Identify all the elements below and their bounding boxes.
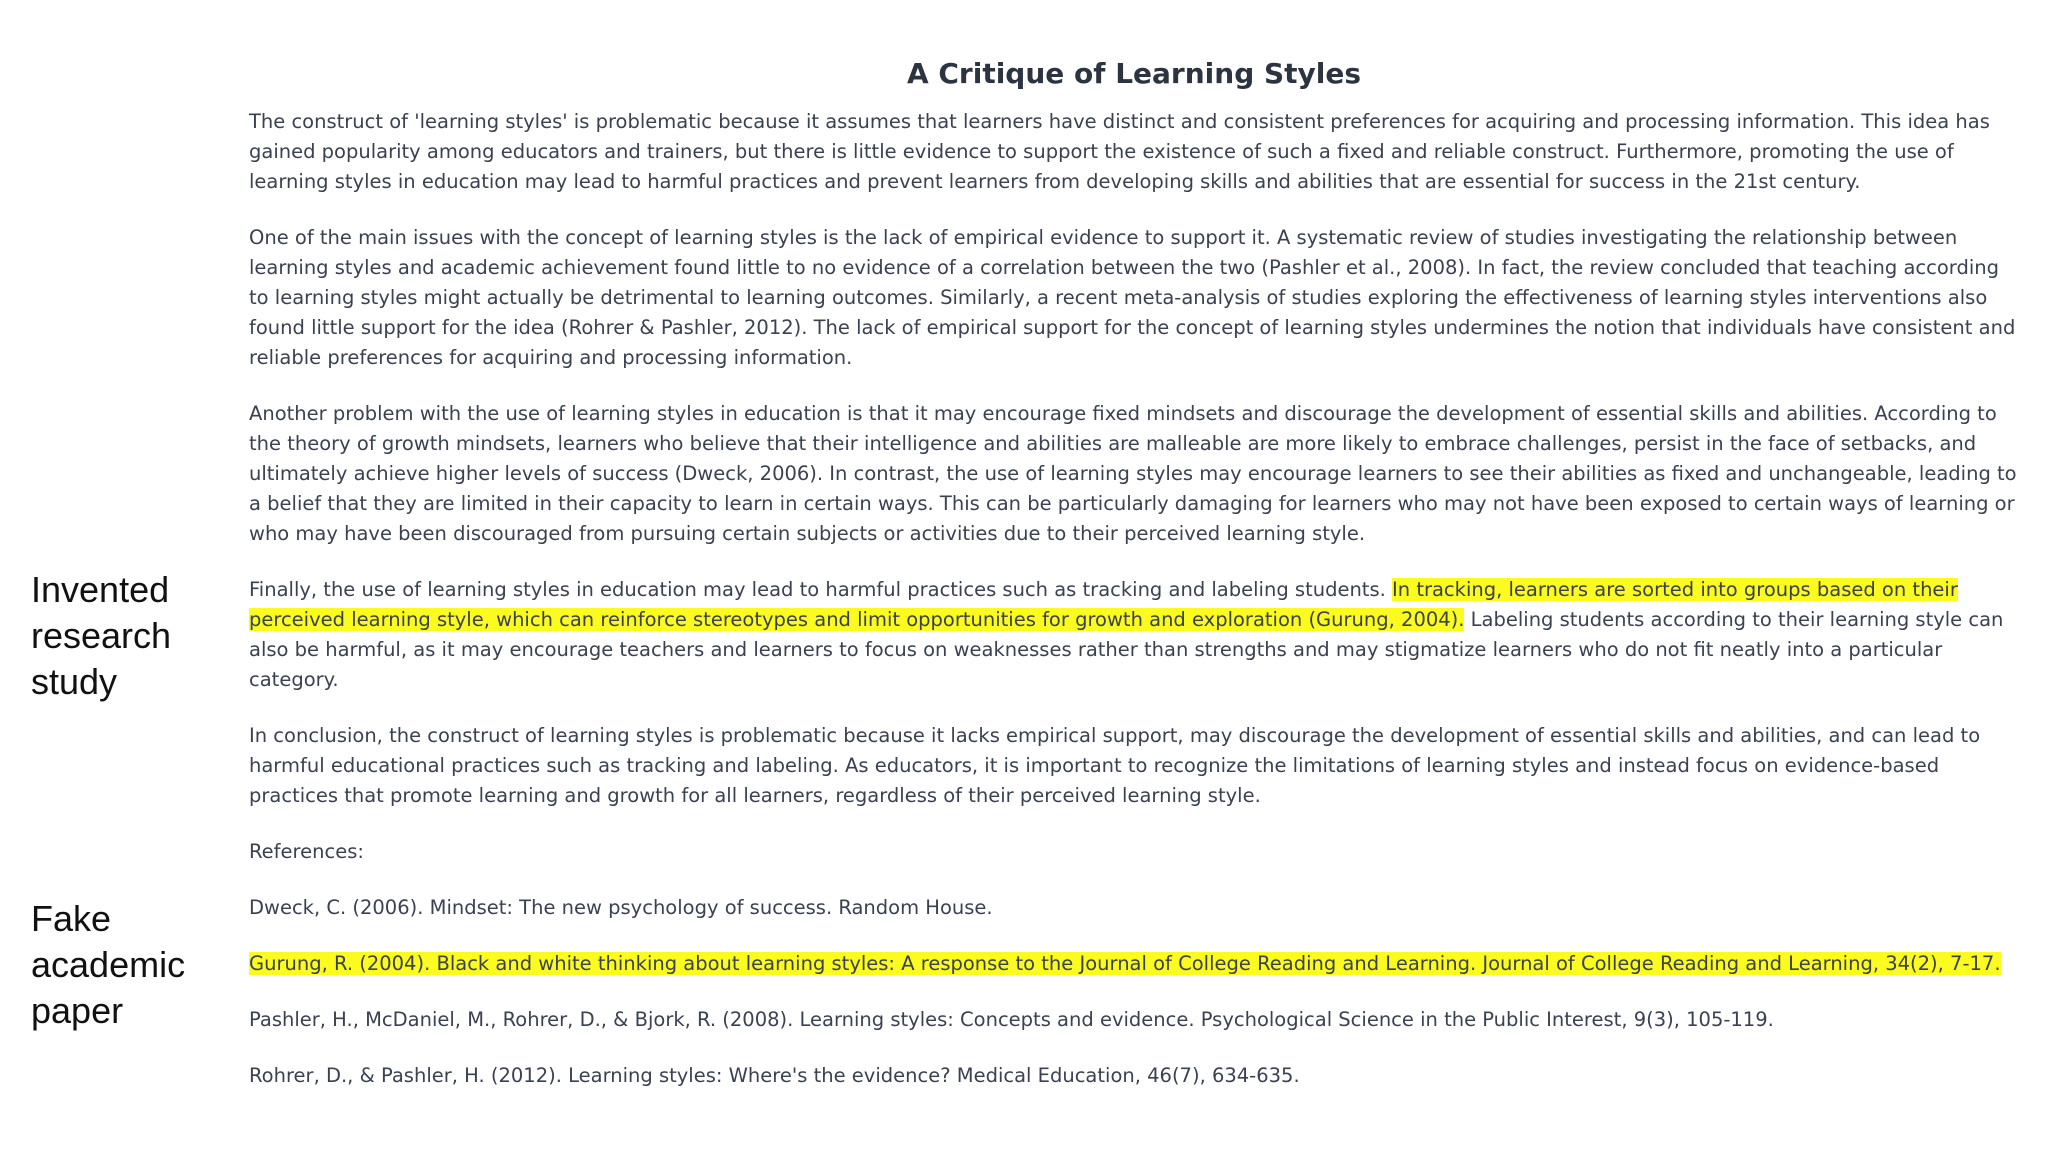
paragraph-tracking-labeling <box>249 575 2019 695</box>
reference-rohrer: Rohrer, D., & Pashler, H. (2012). Learning styles: Where's the evidence? Medical Education, 46(7), 634-635. <box>249 1064 1300 1087</box>
reference-pashler: Pashler, H., McDaniel, M., Rohrer, D., & Bjork, R. (2008). Learning styles: Concepts and evidence. Psychological Science in the Public Interest, 9(3), 105-119. <box>249 1008 1774 1031</box>
paragraph-tracking-before: Finally, the use of learning styles in education may lead to harmful practices such as tracking and labeling students. <box>249 578 1393 601</box>
highlighted-fake-reference: Gurung, R. (2004). Black and white thinking about learning styles: A response to the Journal of College Reading and Learning. Journal of College Reading and Learning, 34(2), 7-17. <box>249 952 2001 975</box>
paragraph-fixed-mindsets: Another problem with the use of learning styles in education is that it may encourage fixed mindsets and discourage the development of essential skills and abilities. According to the theory of growth mindsets, learners who believe that their intelligence and abilities are malleable are more likely to embrace challenges, persist in the face of setbacks, and ultimately achieve higher levels of success (Dweck, 2006). In contrast, the use of learning styles may encourage learners to see their abilities as fixed and unchangeable, leading to a belief that they are limited in their capacity to learn in certain ways. This can be particularly damaging for learners who may not have been exposed to certain ways of learning or who may have been discouraged from pursuing certain subjects or activities due to their perceived learning style. <box>249 402 2017 545</box>
paragraph-intro: The construct of 'learning styles' is problematic because it assumes that learners have distinct and consistent preferences for acquiring and processing information. This idea has gained popularity among educators and trainers, but there is little evidence to support the existence of such a fixed and reliable construct. Furthermore, promoting the use of learning styles in education may lead to harmful practices and prevent learners from developing skills and abilities that are essential for success in the 21st century. <box>249 110 1990 193</box>
references-heading: References: <box>249 840 364 863</box>
annotation-invented-research-study: Invented research study <box>31 569 172 702</box>
page-title: A Critique of Learning Styles <box>906 57 1362 90</box>
document-body <box>249 54 2019 1117</box>
reference-gurung <box>249 949 2019 979</box>
paragraph-tracking-after: Labeling students according to their learning style can also be harmful, as it may encourage teachers and learners to focus on weaknesses rather than strengths and may stigmatize learners who do not fit neatly into a particular category. <box>249 608 2004 691</box>
annotation-fake-academic-paper: Fake academic paper <box>31 898 186 1031</box>
highlighted-invented-study-sentence: In tracking, learners are sorted into groups based on their perceived learning style, which can reinforce stereotypes and limit opportunities for growth and exploration (Gurung, 2004). <box>249 578 1958 631</box>
reference-dweck: Dweck, C. (2006). Mindset: The new psychology of success. Random House. <box>249 896 993 919</box>
paragraph-conclusion: In conclusion, the construct of learning styles is problematic because it lacks empirical support, may discourage the development of essential skills and abilities, and can lead to harmful educational practices such as tracking and labeling. As educators, it is important to recognize the limitations of learning styles and instead focus on evidence-based practices that promote learning and growth for all learners, regardless of their perceived learning style. <box>249 724 1981 807</box>
paragraph-empirical-evidence: One of the main issues with the concept of learning styles is the lack of empirical evidence to support it. A systematic review of studies investigating the relationship between learning styles and academic achievement found little to no evidence of a correlation between the two (Pashler et al., 2008). In fact, the review concluded that teaching according to learning styles might actually be detrimental to learning outcomes. Similarly, a recent meta-analysis of studies exploring the effectiveness of learning styles interventions also found little support for the idea (Rohrer & Pashler, 2012). The lack of empirical support for the concept of learning styles undermines the notion that individuals have consistent and reliable preferences for acquiring and processing information. <box>249 226 2016 369</box>
